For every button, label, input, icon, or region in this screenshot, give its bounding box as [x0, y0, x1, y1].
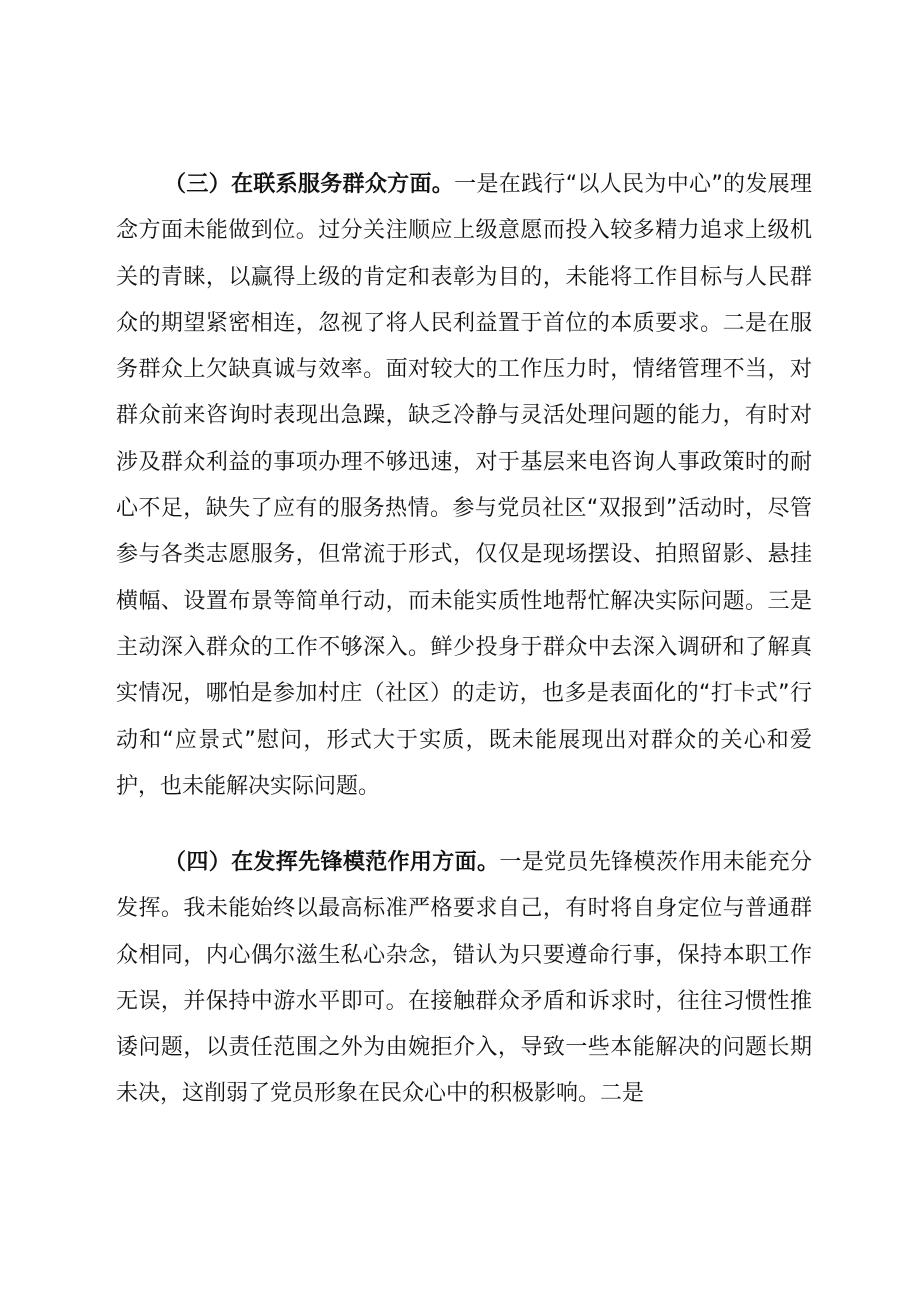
section-4-heading: （四）在发挥先锋模范作用方面。 — [164, 850, 500, 875]
section-3-heading: （三）在联系服务群众方面。 — [164, 172, 455, 197]
section-3-body: 一是在践行“以人民为中心”的发展理念方面未能做到位。过分关注顺应上级意愿而投入较多精力追求上级机关的青睐，以赢得上级的肯定和表彰为目的，未能将工作目标与人民群众的期望紧密相连，忽视了将人民利益置于首位的本质要求。二是在服务群众上欠缺真诚与效率。面对较大的工作压力时，情绪管理不当，对群众前来咨询时表现出急躁，缺乏冷静与灵活处理问题的能力，有时对涉及群众利益的事项办理不够迅速，对于基层来电咨询人事政策时的耐心不足，缺失了应有的服务热情。参与党员社区“双报到”活动时，尽管参与各类志愿服务，但常流于形式，仅仅是现场摆设、拍照留影、悬挂横幅、设置布景等简单行动，而未能实质性地帮忙解决实际问题。三是主动深入群众的工作不够深入。鲜少投身于群众中去深入调研和了解真实情况，哪怕是参加村庄（社区）的走访，也多是表面化的“打卡式”行动和“应景式”慰问，形式大于实质，既未能展现出对群众的关心和爱护，也未能解决实际问题。 — [116, 172, 812, 799]
section-4-paragraph — [116, 840, 812, 1118]
section-4-body: 一是党员先锋模茨作用未能充分发挥。我未能始终以最高标准严格要求自己，有时将自身定位与普通群众相同，内心偶尔滋生私心杂念，错认为只要遵命行事，保持本职工作无误，并保持中游水平即可。在接触群众矛盾和诉求时，往往习惯性推诿问题，以责任范围之外为由婉拒介入，导致一些本能解决的问题长期未决，这削弱了党员形象在民众心中的积极影响。二是 — [116, 850, 812, 1107]
section-3-paragraph — [116, 162, 812, 810]
